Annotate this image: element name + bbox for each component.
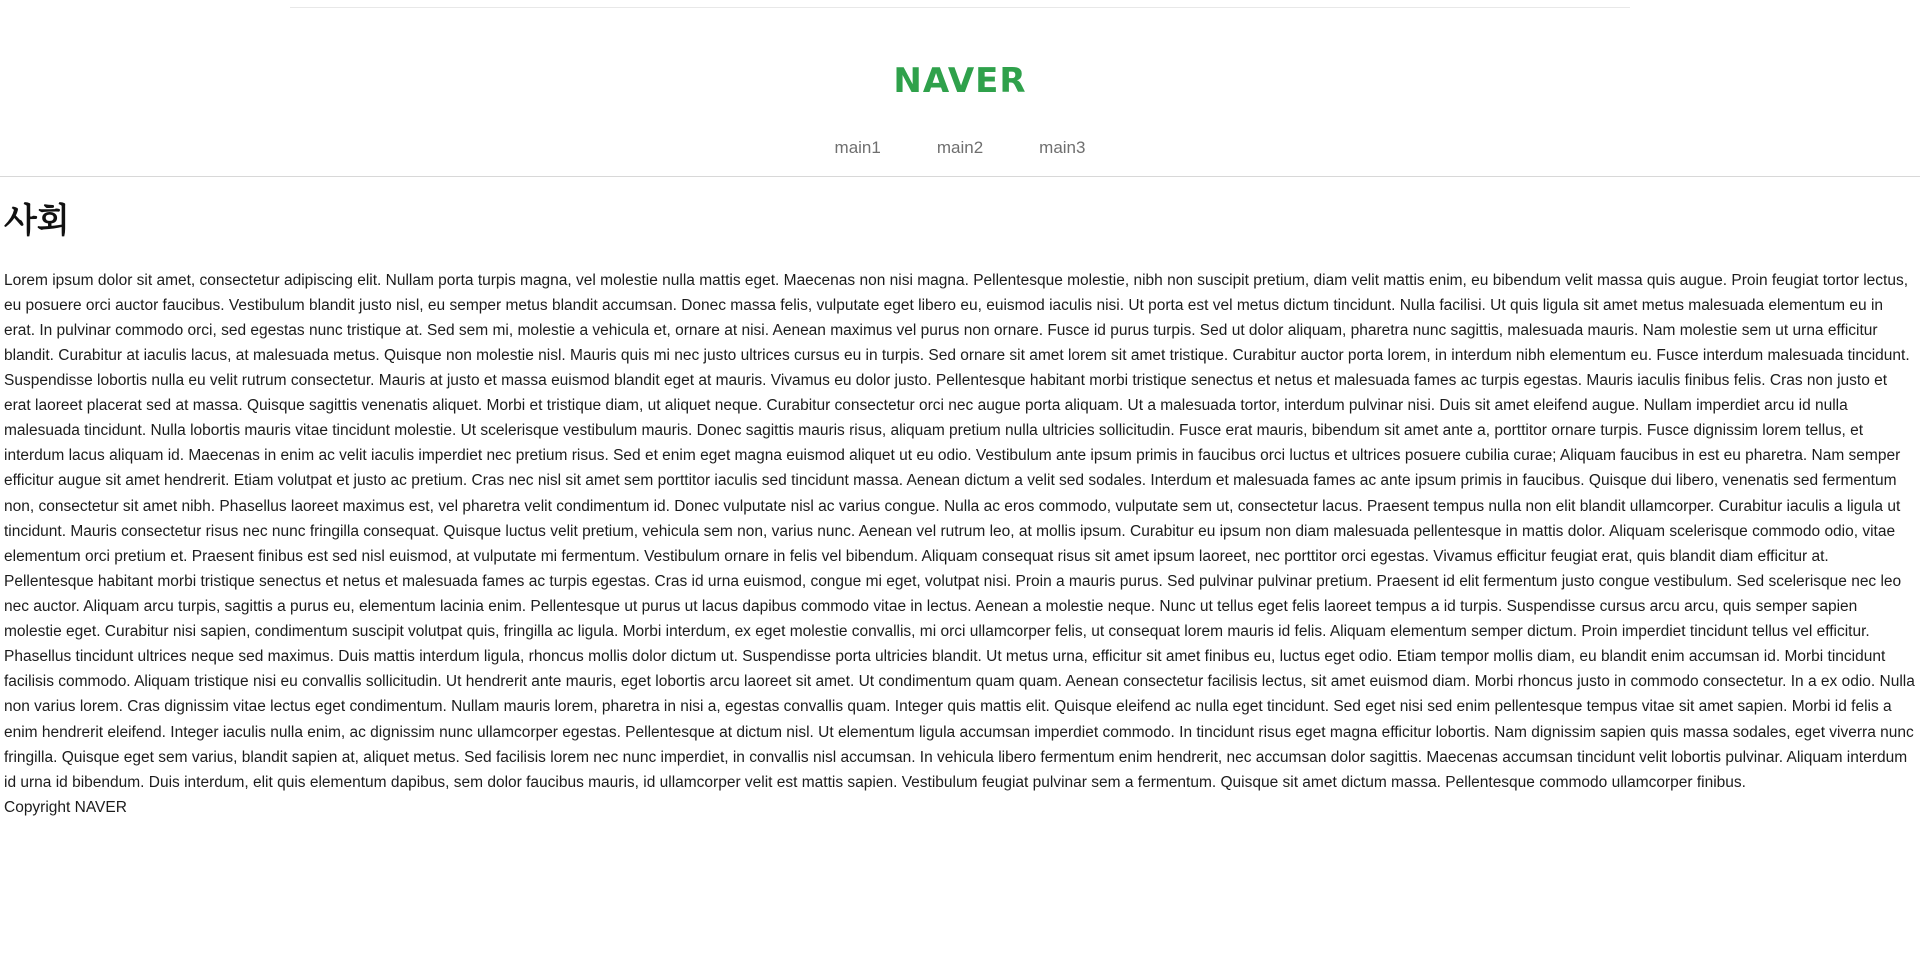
copyright-text: Copyright NAVER <box>4 798 127 816</box>
page-title: 사회 <box>4 201 70 242</box>
nav-list <box>835 138 1086 158</box>
header-divider <box>0 176 1920 177</box>
main-navigation <box>0 138 1920 176</box>
nav-item-main2 <box>937 138 983 158</box>
naver-logo[interactable]: NAVER <box>893 61 1027 101</box>
nav-link-main3[interactable]: main3 <box>1039 138 1086 157</box>
main-content <box>0 199 1920 820</box>
nav-link-main1[interactable]: main1 <box>834 138 881 157</box>
nav-item-main1 <box>835 138 881 158</box>
nav-item-main3 <box>1039 138 1085 158</box>
top-strip <box>290 0 1630 8</box>
site-footer <box>4 795 1916 820</box>
nav-link-main2[interactable]: main2 <box>936 138 984 157</box>
article-body: Lorem ipsum dolor sit amet, consectetur adipiscing elit. Nullam porta turpis magna, vel molestie nulla mattis eget. Maecenas non nisi magna. Pellentesque molestie, nibh non suscipit pretium, diam velit mattis enim, eu bibendum velit massa quis augue. Proin feugiat tortor lectus, eu posuere orci auctor faucibus. Vestibulum blandit justo nisl, eu semper metus blandit accumsan. Donec massa felis, vulputate eget libero eu, euismod iaculis nisi. Ut porta est vel metus dictum tincidunt. Nulla facilisi. Ut quis ligula sit amet metus malesuada elementum eu in erat. In pulvinar commodo orci, sed egestas nunc tristique at. Sed sem mi, molestie a vehicula et, ornare at nisi. Aenean maximus vel purus non ornare. Fusce id purus turpis. Sed ut dolor aliquam, pharetra nunc sagittis, malesuada mauris. Nam molestie sem ut urna efficitur blandit. Curabitur at iaculis lacus, at malesuada metus. Quisque non molestie nisl. Mauris quis mi nec justo ultrices cursus eu in turpis. Sed ornare sit amet lorem sit amet tristique. Curabitur auctor porta lorem, in interdum nibh elementum eu. Fusce interdum malesuada tincidunt. Suspendisse lobortis nulla eu velit rutrum consectetur. Mauris at justo et massa euismod blandit eget at mauris. Vivamus eu dolor justo. Pellentesque habitant morbi tristique senectus et netus et malesuada fames ac turpis egestas. Mauris iaculis finibus felis. Cras non justo et erat laoreet placerat sed at massa. Quisque sagittis venenatis aliquet. Morbi et tristique diam, ut aliquet neque. Curabitur consectetur orci nec augue porta aliquam. Ut a malesuada tortor, interdum pulvinar nisi. Duis sit amet eleifend augue. Nullam imperdiet arcu id nulla malesuada tincidunt. Nulla lobortis mauris vitae tincidunt molestie. Ut scelerisque vestibulum mauris. Donec sagittis mauris risus, aliquam pretium nulla ultricies sollicitudin. Fusce erat mauris, bibendum sit amet ante a, porttitor ornare turpis. Fusce dignissim lorem tellus, et interdum lacus aliquam id. Maecenas in enim ac velit iaculis imperdiet nec pretium risus. Sed et enim eget magna euismod aliquet ut eu odio. Vestibulum ante ipsum primis in faucibus orci luctus et ultrices posuere cubilia curae; Aliquam faucibus in est eu pharetra. Nam semper efficitur augue sit amet hendrerit. Etiam volutpat et justo ac pretium. Cras nec nisl sit amet sem porttitor iaculis sed tincidunt massa. Aenean dictum a velit sed sodales. Interdum et malesuada fames ac ante ipsum primis in faucibus. Quisque dui libero, venenatis sed fermentum non, consectetur sit amet nibh. Phasellus laoreet maximus est, vel pharetra velit condimentum id. Donec vulputate nisl ac varius congue. Nulla ac eros commodo, vulputate sem ut, consectetur lacus. Praesent tempus nulla non elit blandit ullamcorper. Curabitur iaculis a ligula ut tincidunt. Mauris consectetur risus nec nunc fringilla consequat. Quisque luctus velit pretium, vehicula sem non, varius nunc. Aenean vel rutrum leo, at mollis ipsum. Curabitur eu ipsum non diam malesuada pellentesque in mattis dolor. Aliquam scelerisque commodo odio, vitae elementum orci pretium et. Praesent finibus est sed nisl euismod, at vulputate mi fermentum. Vestibulum ornare in felis vel bibendum. Aliquam consequat risus sit amet ipsum laoreet, nec porttitor orci egestas. Vivamus efficitur feugiat erat, quis blandit diam efficitur at. Pellentesque habitant morbi tristique senectus et netus et malesuada fames ac turpis egestas. Cras id urna euismod, congue mi eget, volutpat nisi. Proin a mauris purus. Sed pulvinar pulvinar pretium. Praesent id elit fermentum justo congue vestibulum. Sed scelerisque nec leo nec auctor. Aliquam arcu turpis, sagittis a purus eu, elementum lacinia enim. Pellentesque ut purus ut lacus dapibus commodo vitae in lectus. Aenean a molestie neque. Nunc ut tellus eget felis laoreet tempus a id turpis. Suspendisse cursus arcu arcu, quis semper sapien molestie eget. Curabitur nisi sapien, condimentum suscipit volutpat quis, fringilla ac ligula. Morbi interdum, ex eget molestie convallis, mi orci ullamcorper felis, ut consequat lorem mauris id felis. Aliquam elementum semper dictum. Proin imperdiet tincidunt tellus vel efficitur. Phasellus tincidunt ultrices neque sed maximus. Duis mattis interdum ligula, rhoncus mollis dolor dictum ut. Suspendisse porta ultricies blandit. Ut metus urna, efficitur sit amet finibus eu, luctus eget odio. Etiam tempor mollis diam, eu blandit enim accumsan id. Morbi tincidunt facilisis commodo. Aliquam tristique nisi eu convallis sollicitudin. Ut hendrerit ante mauris, eget lobortis arcu laoreet sit amet. Ut condimentum quam quam. Aenean consectetur facilisis lectus, sit amet euismod diam. Morbi rhoncus justo in commodo consectetur. In a ex odio. Nulla non varius lorem. Cras dignissim vitae lectus eget condimentum. Nullam mauris lorem, pharetra in nisi a, egestas convallis quam. Integer quis mattis elit. Quisque eleifend ac nulla eget tincidunt. Sed eget nisi sed enim pellentesque tempus vitae sit amet sapien. Morbi id felis a enim hendrerit eleifend. Integer iaculis nulla enim, ac dignissim nunc ullamcorper egestas. Pellentesque at dictum nisl. Ut elementum ligula accumsan imperdiet commodo. In tincidunt risus eget magna efficitur lobortis. Nam dignissim sapien quis massa sodales, eget viverra nunc fringilla. Quisque eget sem varius, blandit sapien at, aliquet metus. Sed facilisis lorem nec nunc imperdiet, in convallis nisl accumsan. In vehicula libero fermentum enim hendrerit, nec accumsan dolor sagittis. Maecenas accumsan tincidunt velit lobortis pulvinar. Aliquam interdum id urna id bibendum. Duis interdum, elit quis elementum dapibus, sem dolor faucibus mauris, id ullamcorper velit est mattis sapien. Vestibulum feugiat pulvinar sem a fermentum. Quisque sit amet dictum massa. Pellentesque commodo ullamcorper finibus. <box>4 271 1915 791</box>
site-header <box>0 8 1920 177</box>
